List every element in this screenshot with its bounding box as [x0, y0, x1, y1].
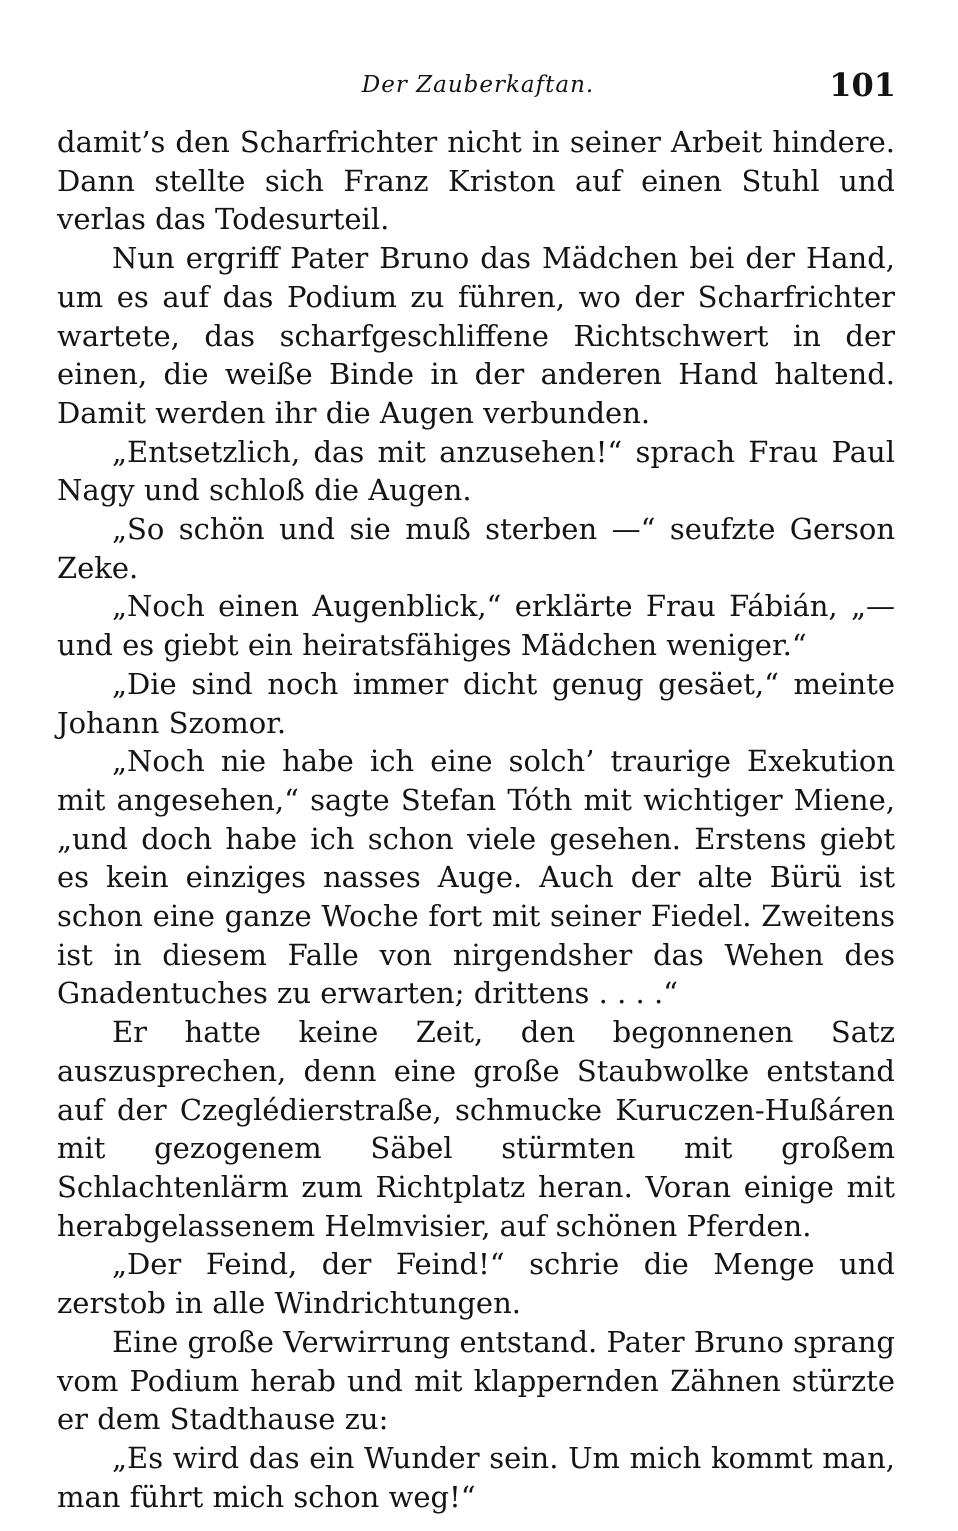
paragraph: „Die sind noch immer dicht genug gesäet,“ meinte Johann Szomor.: [57, 666, 895, 740]
body-text: [57, 123, 895, 1516]
paragraph: Er hatte keine Zeit, den begonnenen Satz auszusprechen, denn eine große Staubwolke entstand auf der Czeglédierstraße, schmucke Kuruczen-Hußáren mit gezogenem Säbel stürmten mit großem Schlachtenlärm zum Richtplatz heran. Voran einige mit herabgelassenem Helmvisier, auf schönen Pferden.: [57, 1015, 895, 1243]
page-header: [60, 66, 896, 110]
paragraph: „Es wird das ein Wunder sein. Um mich kommt man, man führt mich schon weg!“: [57, 1440, 895, 1514]
paragraph: „So schön und sie muß sterben —“ seufzte Gerson Zeke.: [57, 512, 895, 585]
paragraph: „Entsetzlich, das mit anzusehen!“ sprach Frau Paul Nagy und schloß die Augen.: [57, 434, 895, 508]
paragraph: „Der Feind, der Feind!“ schrie die Menge und zerstob in alle Windrichtungen.: [57, 1247, 895, 1321]
paragraph: damit’s den Scharfrichter nicht in seiner Arbeit hindere. Dann stellte sich Franz Kriston auf einen Stuhl und verlas das Todesurteil.: [57, 125, 895, 237]
running-title: Der Zauberkaftan.: [361, 72, 595, 98]
paragraph: „Noch nie habe ich eine solch’ traurige Exekution mit angesehen,“ sagte Stefan Tóth mit wichtiger Miene, „und doch habe ich schon viele gesehen. Erstens giebt es kein einziges nasses Auge. Auch der alte Bürü ist schon eine ganze Woche fort mit seiner Fiedel. Zweitens ist in diesem Falle von nirgendsher das Wehen des Gnadentuches zu erwarten; drittens . . . .“: [57, 744, 895, 1011]
page-number: 101: [829, 66, 896, 104]
paragraph: „Noch einen Augenblick,“ erklärte Frau Fábián, „— und es giebt ein heiratsfähiges Mädchen weniger.“: [57, 589, 895, 663]
paragraph: Nun ergriff Pater Bruno das Mädchen bei der Hand, um es auf das Podium zu führen, wo der Scharfrichter wartete, das scharfgeschliffene Richtschwert in der einen, die weiße Binde in der anderen Hand haltend. Damit werden ihr die Augen verbunden.: [57, 241, 895, 430]
paragraph: Eine große Verwirrung entstand. Pater Bruno sprang vom Podium herab und mit klappernden Zähnen stürzte er dem Stadthause zu:: [57, 1324, 895, 1437]
